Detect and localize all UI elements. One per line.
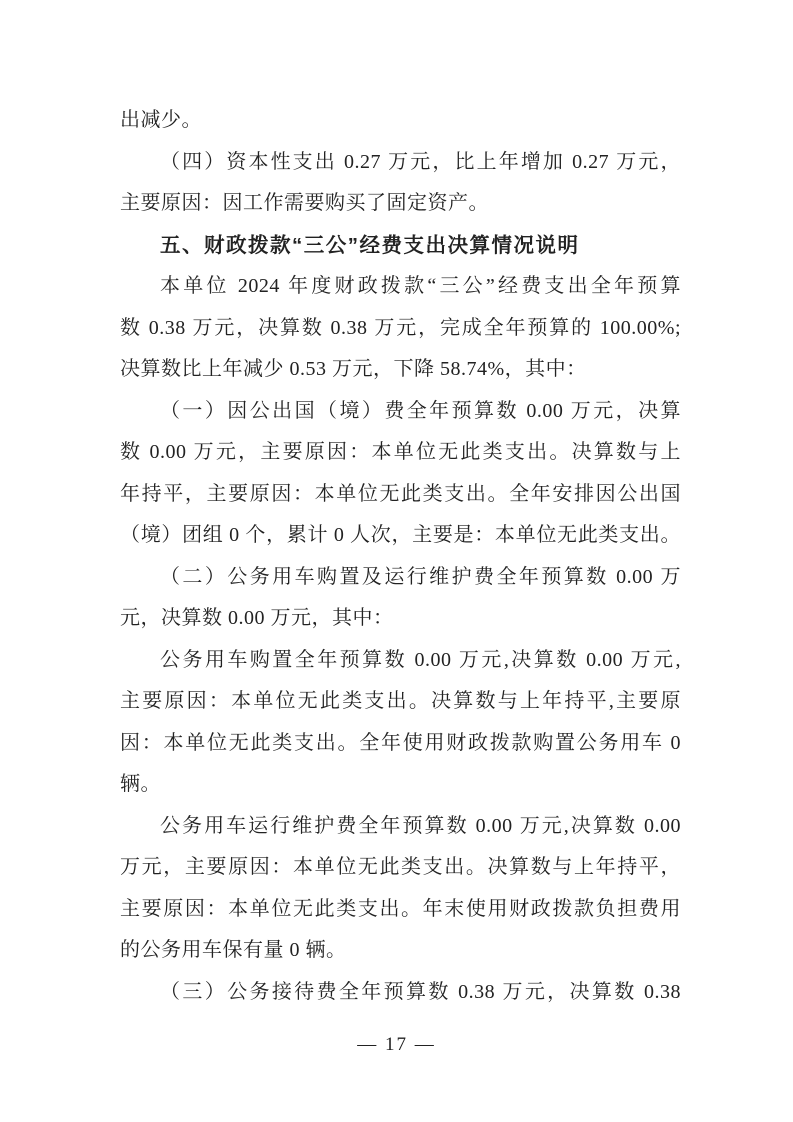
document-line: 公务用车购置全年预算数 0.00 万元,决算数 0.00 万元,	[160, 648, 681, 671]
document-line: 主要原因：本单位无此类支出。决算数与上年持平,主要原	[120, 690, 681, 712]
document-line: 元，决算数 0.00 万元，其中：	[120, 607, 394, 629]
document-line: 辆。	[120, 773, 161, 795]
section-5-heading: 五、财政拨款“三公”经费支出决算情况说明	[160, 233, 580, 257]
document-line: 主要原因：因工作需要购买了固定资产。	[120, 192, 489, 214]
page-footer	[0, 1034, 793, 1056]
document-line: 出减少。	[120, 109, 202, 131]
document-line: 万元，主要原因：本单位无此类支出。决算数与上年持平，	[120, 856, 681, 878]
document-line: （四）资本性支出 0.27 万元，比上年增加 0.27 万元，	[160, 150, 681, 173]
page-number: — 17 —	[357, 1034, 436, 1055]
document-line: （三）公务接待费全年预算数 0.38 万元，决算数 0.38	[160, 980, 681, 1003]
document-body	[120, 100, 681, 1013]
document-line: （境）团组 0 个，累计 0 人次，主要是：本单位无此类支出。	[120, 524, 681, 546]
document-line: 本单位 2024 年度财政拨款“三公”经费支出全年预算	[160, 275, 681, 297]
document-line: 的公务用车保有量 0 辆。	[120, 939, 347, 961]
document-line: 决算数比上年减少 0.53 万元，下降 58.74%，其中：	[120, 358, 587, 380]
document-line: 数 0.38 万元，决算数 0.38 万元，完成全年预算的 100.00%;	[120, 316, 681, 339]
document-line: 公务用车运行维护费全年预算数 0.00 万元,决算数 0.00	[160, 814, 681, 837]
document-line: 因：本单位无此类支出。全年使用财政拨款购置公务用车 0	[120, 731, 681, 754]
document-line: 数 0.00 万元，主要原因：本单位无此类支出。决算数与上	[120, 441, 681, 463]
document-line: 年持平，主要原因：本单位无此类支出。全年安排因公出国	[120, 482, 681, 505]
document-line: （二）公务用车购置及运行维护费全年预算数 0.00 万	[160, 565, 681, 588]
document-line: （一）因公出国（境）费全年预算数 0.00 万元，决算	[160, 399, 681, 422]
document-line: 主要原因：本单位无此类支出。年末使用财政拨款负担费用	[120, 897, 681, 920]
